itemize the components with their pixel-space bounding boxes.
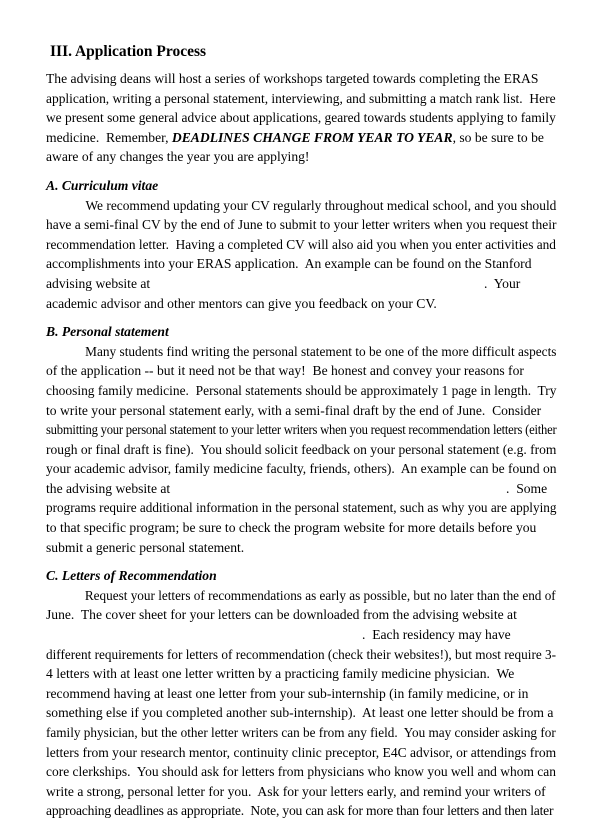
lor-line: June. The cover sheet for your letters can be downloaded from the advising website at (46, 607, 517, 623)
letters-heading: C. Letters of Recommendation (46, 568, 217, 584)
lor-line: different requirements for letters of recommendation (check their websites!), but most require 3- (46, 646, 557, 662)
cv-line: academic advisor and other mentors can give you feedback on your CV. (46, 295, 437, 311)
lor-line: something else if you completed another sub-internship). At least one letter should be from a (46, 705, 554, 721)
ps-line: Many students find writing the personal statement to be one of the more difficult aspects (85, 343, 557, 359)
cv-line: have a semi-final CV by the end of June to submit to your letter writers when you request their (46, 217, 557, 233)
cv-line: We recommend updating your CV regularly throughout medical school, and you should (85, 197, 557, 213)
ps-website-text: the advising website at (46, 480, 171, 496)
ps-text: . Some (506, 480, 548, 496)
cv-line: recommendation letter. Having a completed CV will also aid you when you enter activities and (46, 236, 556, 252)
ps-line: to write your personal statement early, with a semi-final draft by the end of June. Consider (46, 402, 542, 418)
cv-heading: A. Curriculum vitae (46, 177, 159, 193)
personal-statement-paragraph (46, 342, 556, 558)
intro-line: application, writing a personal statement, interviewing, and submitting a match rank list. Here (46, 90, 556, 106)
cv-line: accomplishments into your ERAS application. An example can be found on the Stanford (46, 256, 532, 272)
ps-line: your academic advisor, family medicine faculty, friends, others). An example can be found on (46, 461, 557, 477)
cv-line-website (46, 274, 556, 294)
ps-line: programs require additional information in the personal statement, such as why you are applying (46, 500, 557, 516)
intro-line: The advising deans will host a series of workshops targeted towards completing the ERAS (46, 71, 539, 86)
letters-paragraph (46, 586, 556, 821)
lor-line: 4 letters with at least one letter written by a practicing family medicine physician. We (46, 666, 515, 682)
deadlines-emphasis: DEADLINES CHANGE FROM YEAR TO YEAR (171, 129, 453, 145)
ps-line: submit a generic personal statement. (46, 539, 245, 555)
cv-paragraph (46, 196, 556, 314)
ps-line: choosing family medicine. Personal statements should be approximately 1 page in length. Try (46, 382, 557, 398)
intro-line: we present some general advice about applications, geared towards students applying to family (46, 110, 556, 126)
cv-text: . Your (484, 275, 521, 291)
lor-line: core clerkships. You should ask for letters from physicians who know you well and whom can (46, 764, 556, 780)
lor-line: Request your letters of recommendations as early as possible, but no later than the end of (84, 587, 556, 603)
intro-text: medicine. Remember, (46, 129, 172, 145)
cv-website-text: advising website at (46, 275, 151, 291)
lor-line: . Each residency may have (362, 627, 511, 643)
ps-line: rough or final draft is fine). You should solicit feedback on your personal statement (e.g. from (46, 441, 557, 457)
intro-paragraph (46, 69, 556, 167)
lor-line: letters from your research mentor, continuity clinic preceptor, E4C advisor, or attendings from (46, 744, 557, 760)
ps-line-website (46, 479, 556, 499)
lor-line: family physician, but the other letter writers can be from any field. You may consider asking for (46, 725, 556, 740)
ps-line: of the application -- but it need not be that way! Be honest and convey your reasons for (46, 363, 524, 379)
intro-line: aware of any changes the year you are applying! (46, 149, 310, 165)
ps-line: to that specific program; be sure to check the program website for more details before you (46, 520, 537, 536)
section-title: III. Application Process (50, 43, 207, 60)
ps-line: submitting your personal statement to your letter writers when you request recommendation letters (either (46, 422, 557, 438)
lor-line: recommend having at least one letter from your sub-internship (in family medicine, or in (46, 685, 529, 701)
intro-line-deadlines (46, 128, 556, 148)
intro-text: , so be sure to be (452, 129, 544, 145)
lor-line: approaching deadlines as appropriate. Note, you can ask for more than four letters and then later (46, 803, 554, 819)
lor-line: write a strong, personal letter for you. Ask for your letters early, and remind your writers of (46, 783, 546, 799)
personal-statement-heading: B. Personal statement (46, 324, 169, 340)
